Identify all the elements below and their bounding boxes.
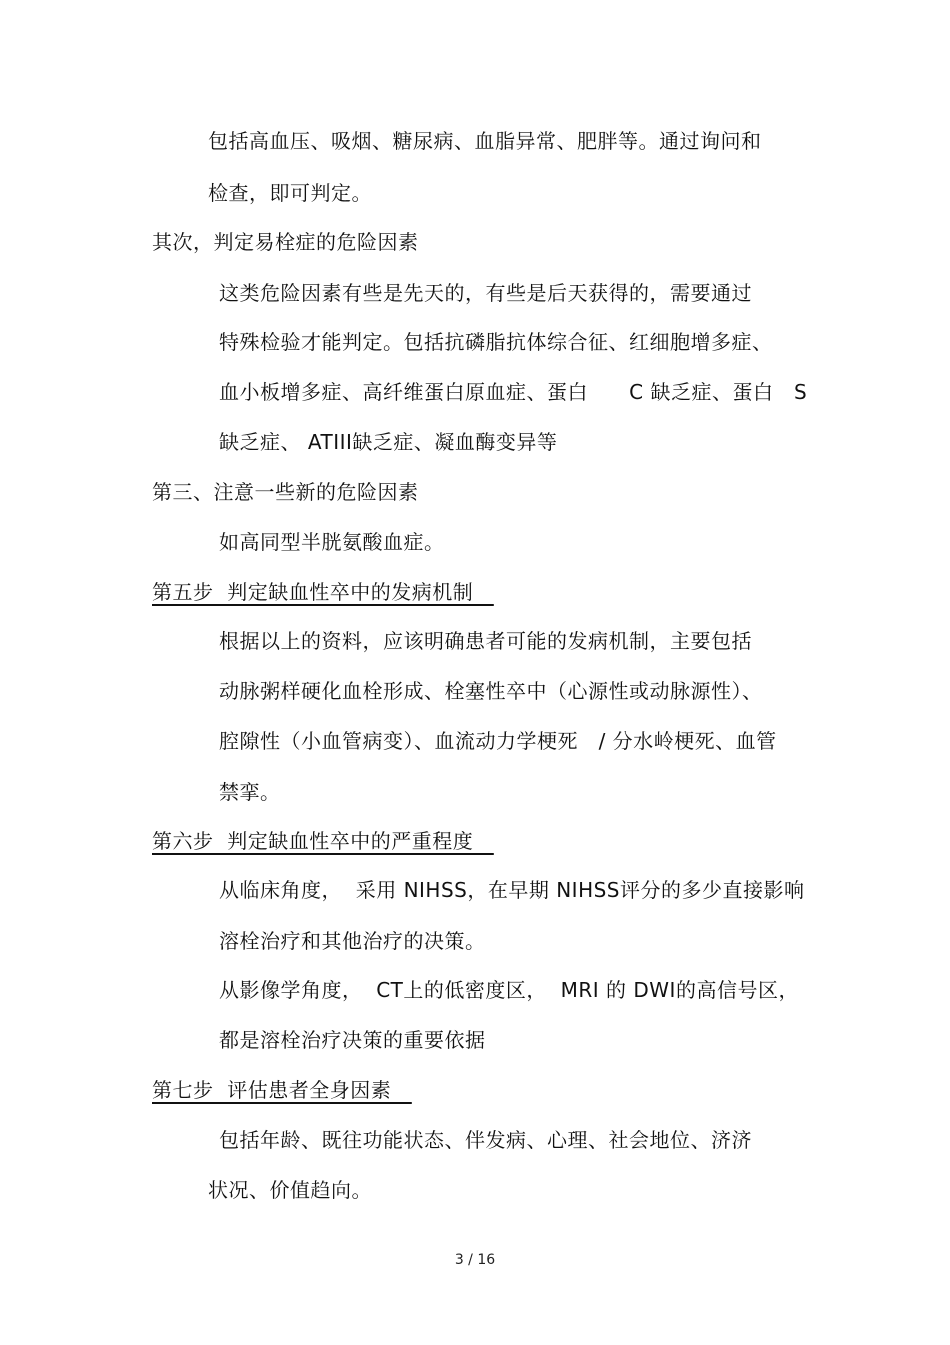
paragraph-line: 如高同型半胱氨酸血症。	[219, 530, 445, 554]
paragraph-line: 禁挛。	[219, 780, 281, 804]
step-heading: 第五步 判定缺血性卒中的发病机制	[152, 580, 494, 604]
page-number: 3 / 16	[454, 1252, 496, 1268]
paragraph-line: 溶栓治疗和其他治疗的决策。	[219, 929, 486, 953]
paragraph-line: 状况、价值趋向。	[208, 1178, 372, 1202]
step-heading: 第六步 判定缺血性卒中的严重程度	[152, 829, 494, 853]
paragraph-line: 包括年龄、既往功能状态、伴发病、心理、社会地位、济济	[219, 1128, 752, 1152]
paragraph-line: 都是溶栓治疗决策的重要依据	[219, 1028, 486, 1052]
section-heading: 第三、注意一些新的危险因素	[152, 480, 419, 504]
paragraph-line: 这类危险因素有些是先天的，有些是后天获得的，需要通过	[219, 281, 752, 305]
paragraph-line: 特殊检验才能判定。包括抗磷脂抗体综合征、红细胞增多症、	[219, 330, 773, 354]
paragraph-line: 动脉粥样硬化血栓形成、栓塞性卒中（心源性或动脉源性）、	[219, 679, 763, 703]
step-heading: 第七步 评估患者全身因素	[152, 1078, 412, 1102]
paragraph-line: 从临床角度， 采用 NIHSS，在早期 NIHSS评分的多少直接影响	[219, 878, 805, 902]
paragraph-line: 从影像学角度， CT上的低密度区， MRI 的 DWI的高信号区，	[219, 978, 799, 1002]
paragraph-line: 缺乏症、 ATIII缺乏症、凝血酶变异等	[219, 430, 558, 454]
paragraph-line: 根据以上的资料，应该明确患者可能的发病机制，主要包括	[219, 629, 752, 653]
paragraph-line: 检查，即可判定。	[208, 181, 372, 205]
paragraph-line: 血小板增多症、高纤维蛋白原血症、蛋白 C 缺乏症、蛋白 S	[219, 380, 808, 404]
paragraph-line: 包括高血压、吸烟、糖尿病、血脂异常、肥胖等。通过询问和	[208, 129, 762, 153]
section-heading: 其次，判定易栓症的危险因素	[152, 230, 419, 254]
paragraph-line: 腔隙性（小血管病变）、血流动力学梗死 / 分水岭梗死、血管	[219, 729, 777, 753]
